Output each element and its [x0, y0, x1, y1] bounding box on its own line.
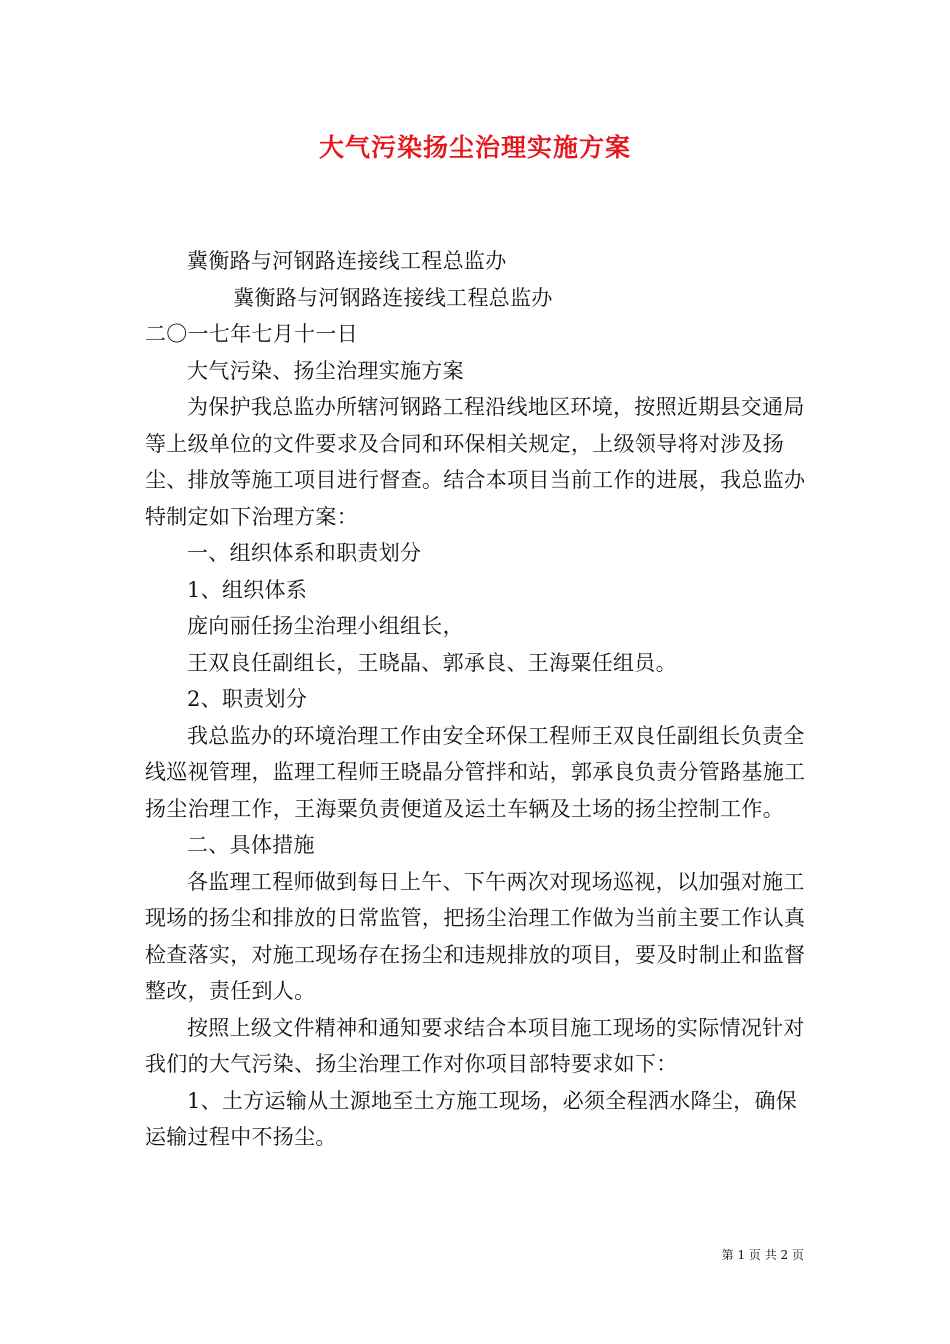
paragraph-org-name-repeat: 冀衡路与河钢路连接线工程总监办: [233, 285, 553, 310]
paragraph-team-members: 王双良任副组长，王晓晶、郭承良、王海粟任组员。: [187, 650, 677, 675]
document-body: [145, 243, 817, 1156]
paragraph-team-leader: 庞向丽任扬尘治理小组组长，: [187, 614, 464, 638]
document-title: 大气污染扬尘治理实施方案: [318, 133, 631, 162]
paragraph-date: 二〇一七年七月十一日: [145, 322, 358, 346]
paragraph-inspection: 各监理工程师做到每日上午、下午两次对现场巡视，以加强对施工现场的扬尘和排放的日常监管，把扬尘治理工作做为当前主要工作认真检查落实，对施工现场存在扬尘和违规排放的项目，要及时制止和监督整改，责任到人。: [145, 869, 806, 1003]
paragraph-intro: 为保护我总监办所辖河钢路工程沿线地区环境，按照近期县交通局等上级单位的文件要求及合同和环保相关规定，上级领导将对涉及扬尘、排放等施工项目进行督查。结合本项目当前工作的进展，我总监办特制定如下治理方案：: [145, 395, 806, 529]
page-number-footer: 第 1 页 共 2 页: [721, 1248, 804, 1262]
subsection-heading-organization-system: 1、组织体系: [187, 577, 308, 602]
paragraph-org-name: 冀衡路与河钢路连接线工程总监办: [187, 249, 507, 273]
paragraph-requirement-1: 1、土方运输从土源地至土方施工现场，必须全程洒水降尘，确保运输过程中不扬尘。: [145, 1088, 798, 1149]
paragraph-subtitle: 大气污染、扬尘治理实施方案: [187, 358, 464, 383]
subsection-heading-responsibilities: 2、职责划分: [187, 687, 308, 711]
paragraph-requirements: 按照上级文件精神和通知要求结合本项目施工现场的实际情况针对我们的大气污染、扬尘治理工作对你项目部特要求如下：: [145, 1015, 805, 1076]
section-heading-measures: 二、具体措施: [187, 833, 315, 857]
paragraph-responsibilities: 我总监办的环境治理工作由安全环保工程师王双良任副组长负责全线巡视管理，监理工程师王晓晶分管拌和站，郭承良负责分管路基施工扬尘治理工作，王海粟负责便道及运土车辆及土场的扬尘控制工作。: [145, 723, 806, 821]
section-heading-organization: 一、组织体系和职责划分: [187, 541, 422, 565]
